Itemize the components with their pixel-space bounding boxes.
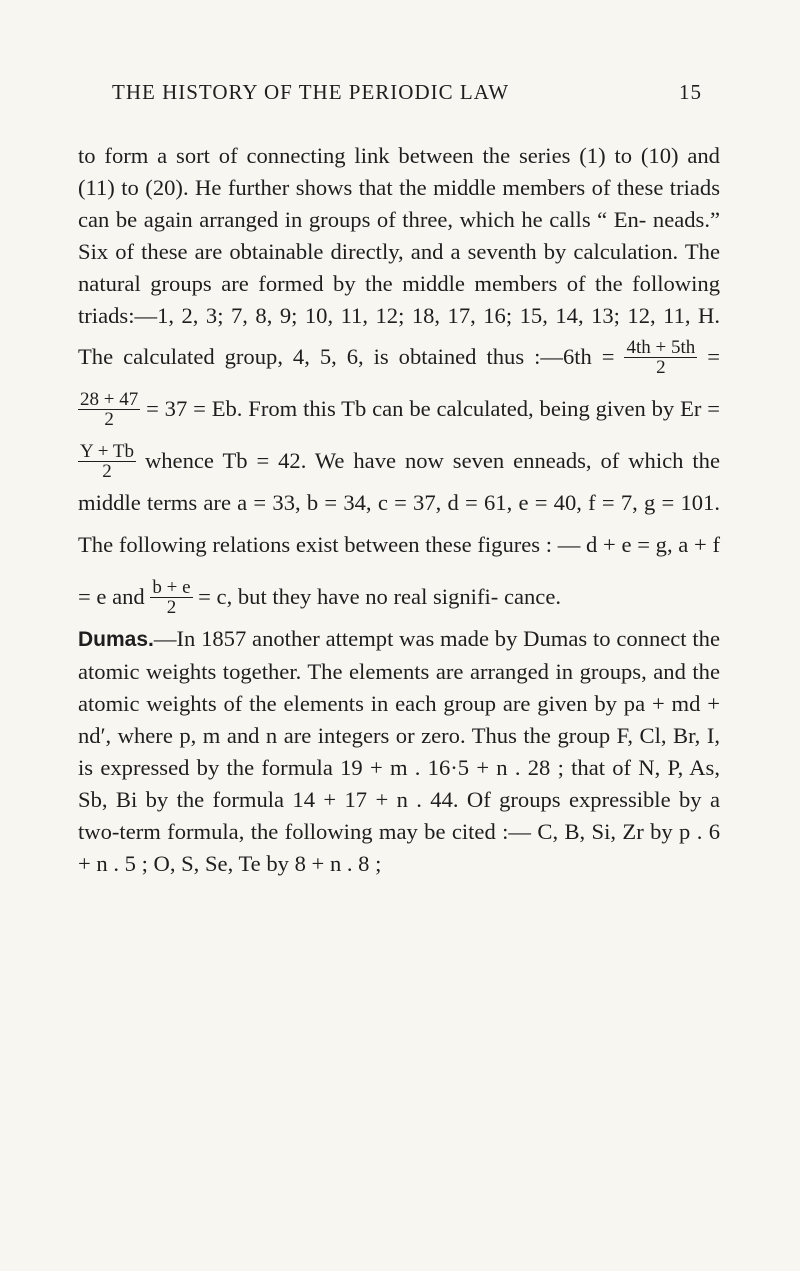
fraction-28-47: [78, 390, 140, 429]
text-segment: whence Tb = 42. We have now seven: [144, 448, 505, 474]
equals-sign: =: [707, 344, 720, 370]
fraction-4th-5th: [624, 338, 697, 377]
text-segment: = 37 = Eb.: [146, 396, 243, 422]
text-line: Thus the group F, Cl, Br, I, is expressed by the: [78, 723, 720, 780]
fraction-numerator: 28 + 47: [80, 388, 139, 410]
text-segment: Er =: [680, 396, 721, 422]
text-line: formula 19 + m . 16·5 + n . 28 ; that of N, P, As, Sb, Bi: [78, 754, 720, 812]
text-line: C, B, Si, Zr by p . 6 + n . 5 ; O, S, Se, Te by 8 + n . 8 ;: [78, 818, 720, 876]
fraction-denominator: 2: [102, 460, 112, 482]
text-line: c = 37, d = 61, e = 40, f = 7, g = 101. The following: [78, 490, 721, 558]
text-line: by the formula 14 + 17 + n . 44. Of groups expressible: [145, 786, 671, 812]
text-line: seventh by calculation. The natural groups are: [78, 238, 720, 296]
page-body: [78, 140, 720, 880]
text-line: enneads, of which the middle terms are a = 33, b = 34,: [78, 448, 720, 516]
text-line: arranged in groups of three, which he calls “ En-: [199, 206, 647, 232]
fraction-numerator: 4th + 5th: [626, 336, 696, 358]
page-number: 15: [679, 80, 702, 104]
text-line: relations exist between these figures : — d + e = g,: [212, 532, 673, 558]
paragraph-dumas: [78, 623, 720, 879]
fraction-b-e: [150, 578, 192, 617]
fraction-denominator: 2: [656, 356, 666, 378]
text-line: —In 1857 another attempt was made by: [153, 626, 518, 652]
text-line: triads:—1, 2, 3; 7, 8, 9; 10, 11, 12; 18, 17, 16; 15,: [78, 302, 548, 328]
fraction-numerator: Y + Tb: [80, 440, 134, 462]
text-segment: is obtained thus :—6th =: [373, 344, 615, 370]
text-segment: a + f = e and: [78, 532, 720, 610]
paragraph-triads: [78, 140, 720, 623]
fraction-numerator: b + e: [152, 576, 191, 598]
text-line: the middle members of these triads can be again: [78, 174, 721, 232]
fraction-denominator: 2: [104, 408, 114, 430]
text-line: (1) to (10) and (11) to (20). He further shows that: [78, 143, 720, 200]
text-line: neads.” Six of these are obtainable directly, and a: [78, 206, 721, 264]
text-line: From this Tb can be calculated, being given by: [248, 396, 675, 422]
text-line: by a two-term formula, the following may be cited :—: [78, 786, 720, 844]
section-lead-dumas: Dumas.: [78, 628, 154, 652]
fraction-y-tb: [78, 442, 136, 481]
text-line: formed by the middle members of the following: [258, 270, 720, 296]
text-line: pa + md + nd′, where p, m and n are integers or zero.: [78, 691, 720, 749]
text-line: Dumas to connect the atomic weights together. The: [78, 626, 720, 685]
text-line: 14, 13; 12, 11, H. The calculated group, 4, 5, 6,: [78, 302, 720, 370]
text-line: cance.: [503, 584, 561, 610]
text-segment: = c, but they have no real signifi-: [198, 584, 499, 610]
fraction-denominator: 2: [166, 596, 177, 618]
running-title: THE HISTORY OF THE PERIODIC LAW: [112, 80, 510, 104]
text-line: elements are arranged in groups, and the atomic: [78, 659, 721, 717]
text-line: to form a sort of connecting link between the series: [78, 143, 571, 168]
text-line: weights of the elements in each group are given by: [146, 691, 617, 717]
